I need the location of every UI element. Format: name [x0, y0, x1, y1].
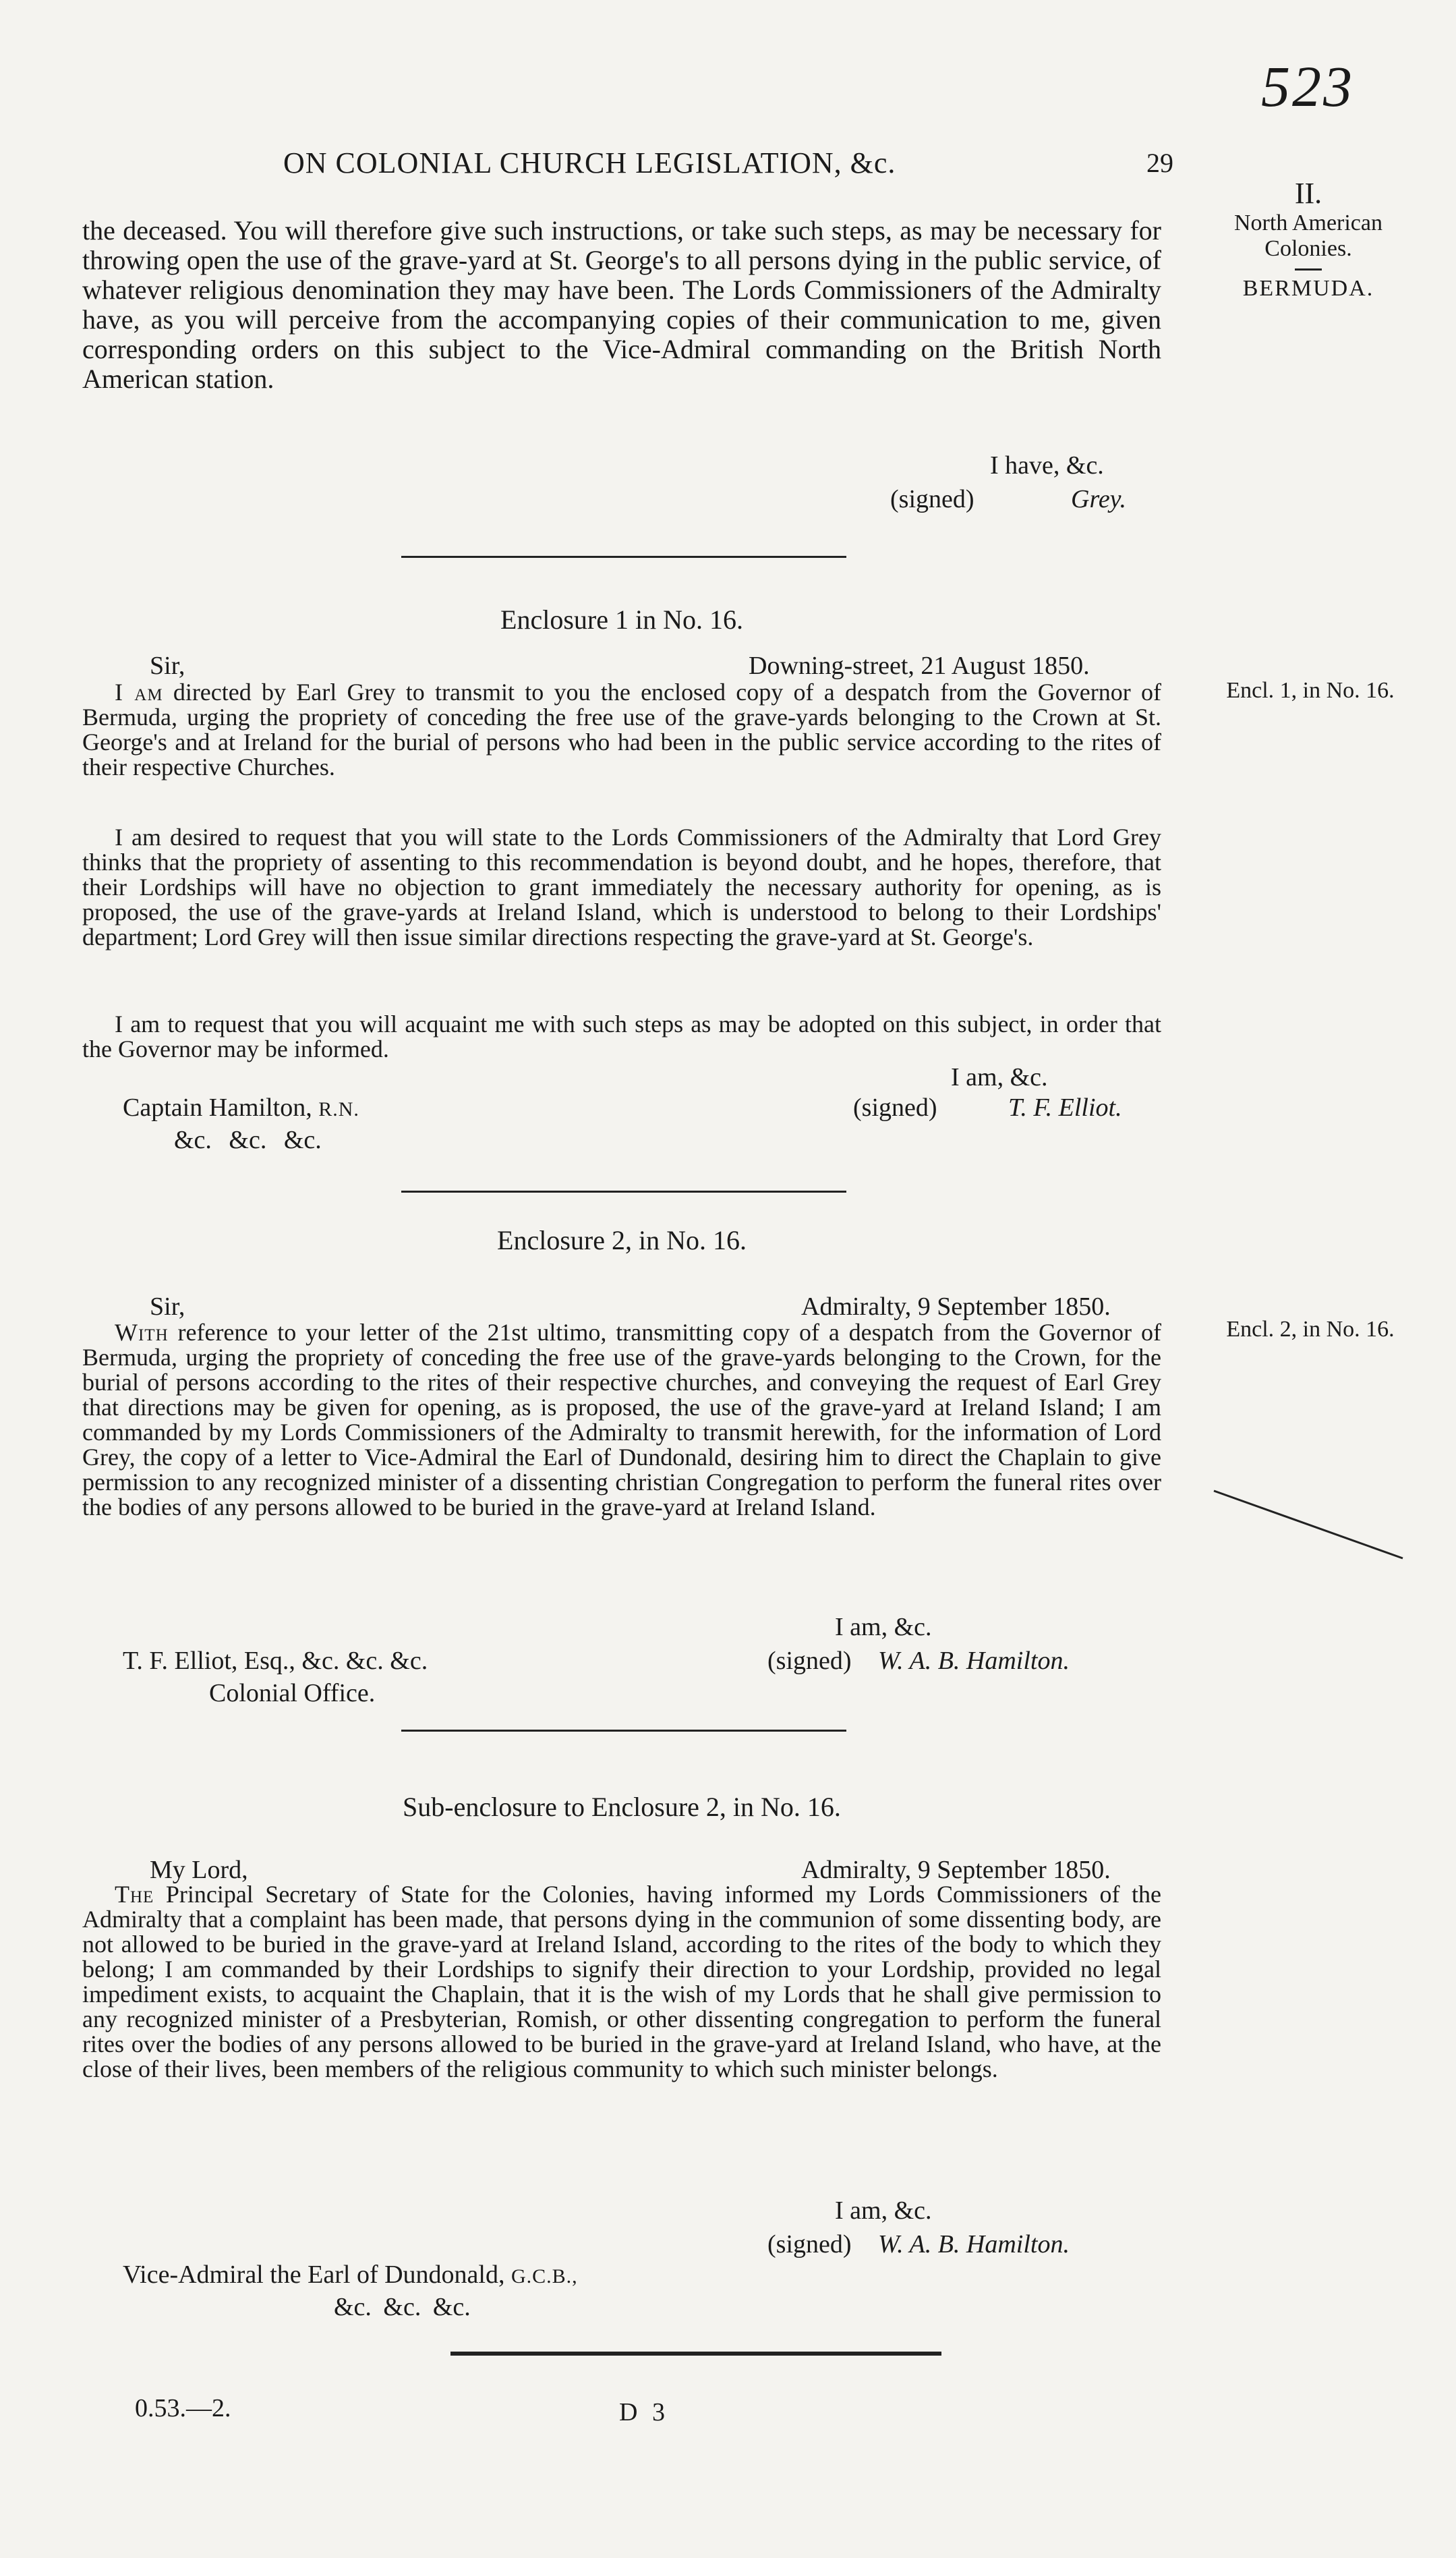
opening-paragraph: the deceased. You will therefore give such instructions, or take such steps, as may be necessary for throwing open the use of the grave-yard at St. George's to all persons dying in the public service, of whatever religious denomination they may have been. The Lords Commissioners of the Admiralty have, as you will perceive from the accompanying copies of their communication to me, given corresponding orders on this subject to the Vice-Admiral commanding on the British North American station. [82, 215, 1161, 394]
page-number: 29 [1146, 148, 1173, 178]
margin-section-heading [1207, 177, 1409, 302]
subenclosure-p1-text: Principal Secretary of State for the Colonies, having informed my Lords Commissioners of the Admiralty that a complaint has been made, that persons dying in the communion of some dissenting body, are not allowed to be buried in the grave-yard at Ireland Island, according to the rites of the body to which they belong; I am commanded by their Lordships to signify their direction to your Lordship, provided no legal impediment exists, to acquaint the Chaplain, that it is the wish of my Lords that he shall give permission to any recognized minister of a Presbyterian, Romish, or other dissenting congregation to perform the funeral rites over the bodies of any persons allowed to be buried in the grave-yard at Ireland Island, who have, at the close of their lives, been members of the religious community to which such minister belongs. [82, 1881, 1161, 2082]
enclosure1-dateline: Downing-street, 21 August 1850. [749, 652, 1090, 680]
divider-rule [401, 1191, 846, 1193]
enclosure1-addressee-etc: &c. &c. &c. [174, 1126, 322, 1154]
margin-colony: BERMUDA. [1242, 276, 1374, 301]
enclosure1-heading: Enclosure 1 in No. 16. [500, 604, 743, 635]
enclosure1-addressee-title: R.N. [318, 1098, 359, 1120]
subenclosure-heading: Sub-enclosure to Enclosure 2, in No. 16. [403, 1792, 841, 1822]
enclosure2-signer: W. A. B. Hamilton. [878, 1647, 1070, 1675]
footer-signature-mark: D 3 [619, 2398, 669, 2426]
opening-signer: Grey. [1071, 485, 1126, 513]
enclosure1-addressee-name: Captain Hamilton, [123, 1093, 312, 1122]
divider-rule [401, 1730, 846, 1732]
enclosure2-salutation: Sir, [150, 1292, 185, 1321]
folio-number: 523 [1261, 54, 1354, 119]
opening-signed: (signed) [890, 485, 974, 513]
enclosure2-paragraph-1 [82, 1320, 1161, 1520]
subenclosure-paragraph-1 [82, 1882, 1161, 2082]
subenclosure-dateline: Admiralty, 9 September 1850. [801, 1856, 1111, 1884]
enclosure1-salutation: Sir, [150, 652, 185, 680]
subenclosure-signed: (signed) [767, 2230, 852, 2258]
subenclosure-addressee [123, 2260, 578, 2290]
divider-rule [401, 556, 846, 558]
enclosure1-paragraph-1 [82, 680, 1161, 780]
opening-closing: I have, &c. [990, 451, 1104, 480]
margin-section-title-1: North American [1234, 210, 1382, 235]
enclosure1-signer: T. F. Elliot. [1008, 1093, 1122, 1122]
subenclosure-lead-word: The [115, 1881, 154, 1908]
enclosure1-paragraph-2: I am desired to request that you will state to the Lords Commissioners of the Admiralty that Lord Grey thinks that the propriety of assenting to this recommendation is beyond doubt, and he hopes, therefore, that their Lordships will have no objection to grant immediately the necessary authority for opening, as is proposed, the use of the grave-yards at Ireland Island, which is understood to belong to their Lordships' department; Lord Grey will then issue similar directions respecting the grave-yard at St. George's. [82, 824, 1161, 950]
margin-encl2-ref: Encl. 2, in No. 16. [1226, 1317, 1395, 1342]
margin-encl1-ref: Encl. 1, in No. 16. [1226, 678, 1395, 703]
subenclosure-closing: I am, &c. [835, 2196, 932, 2225]
enclosure1-paragraph-3: I am to request that you will acquaint me with such steps as may be adopted on this subject, in order that the Governor may be informed. [82, 1011, 1161, 1062]
subenclosure-addressee-title: G.C.B., [511, 2265, 578, 2287]
margin-pen-stroke [1207, 1484, 1409, 1565]
enclosure2-p1-text: reference to your letter of the 21st ultimo, transmitting copy of a despatch from the Governor of Bermuda, urging the propriety of conceding the free use of the grave-yards belonging to the Crown, for the burial of persons according to the rites of their respective churches, and conveying the request of Earl Grey that directions may be given for opening, as is proposed, the use of the grave-yard at Ireland Island; I am commanded by my Lords Commissioners of the Admiralty to transmit herewith, for the information of Lord Grey, the copy of a letter to Vice-Admiral the Earl of Dundonald, desiring him to direct the Chaplain to give permission to any recognized minister of a dissenting christian Congregation to perform the funeral rites over the bodies of any persons allowed to be buried in the grave-yard at Ireland Island. [82, 1319, 1161, 1520]
footer-code: 0.53.—2. [135, 2394, 231, 2422]
margin-section-title-2: Colonies. [1264, 236, 1352, 261]
enclosure2-heading: Enclosure 2, in No. 16. [497, 1225, 747, 1255]
enclosure2-lead-word: With [115, 1319, 169, 1346]
margin-section-number: II. [1294, 177, 1322, 210]
enclosure2-addressee-name: T. F. Elliot, Esq., &c. &c. &c. [123, 1647, 428, 1675]
enclosure1-closing: I am, &c. [951, 1063, 1048, 1091]
enclosure1-p1-text: directed by Earl Grey to transmit to you the enclosed copy of a despatch from the Governor of Bermuda, urging the propriety of conceding the free use of the grave-yards belonging to the Crown at St. George's and at Ireland for the burial of persons who had been in the public service according to the rites of their respective Churches. [82, 679, 1161, 780]
subenclosure-salutation: My Lord, [150, 1856, 248, 1884]
enclosure2-signed: (signed) [767, 1647, 852, 1675]
subenclosure-addressee-name: Vice-Admiral the Earl of Dundonald, [123, 2261, 505, 2289]
enclosure2-dateline: Admiralty, 9 September 1850. [801, 1292, 1111, 1321]
enclosure1-lead-word: I am [115, 679, 163, 706]
subenclosure-addressee-etc: &c. &c. &c. [334, 2293, 471, 2321]
enclosure2-addressee-office: Colonial Office. [209, 1679, 376, 1707]
running-title: ON COLONIAL CHURCH LEGISLATION, &c. [283, 146, 896, 179]
enclosure2-closing: I am, &c. [835, 1613, 932, 1641]
enclosure1-addressee [123, 1093, 359, 1122]
subenclosure-signer: W. A. B. Hamilton. [878, 2230, 1070, 2258]
end-rule [450, 2352, 941, 2356]
margin-divider [1295, 268, 1322, 271]
enclosure1-signed: (signed) [853, 1093, 937, 1122]
